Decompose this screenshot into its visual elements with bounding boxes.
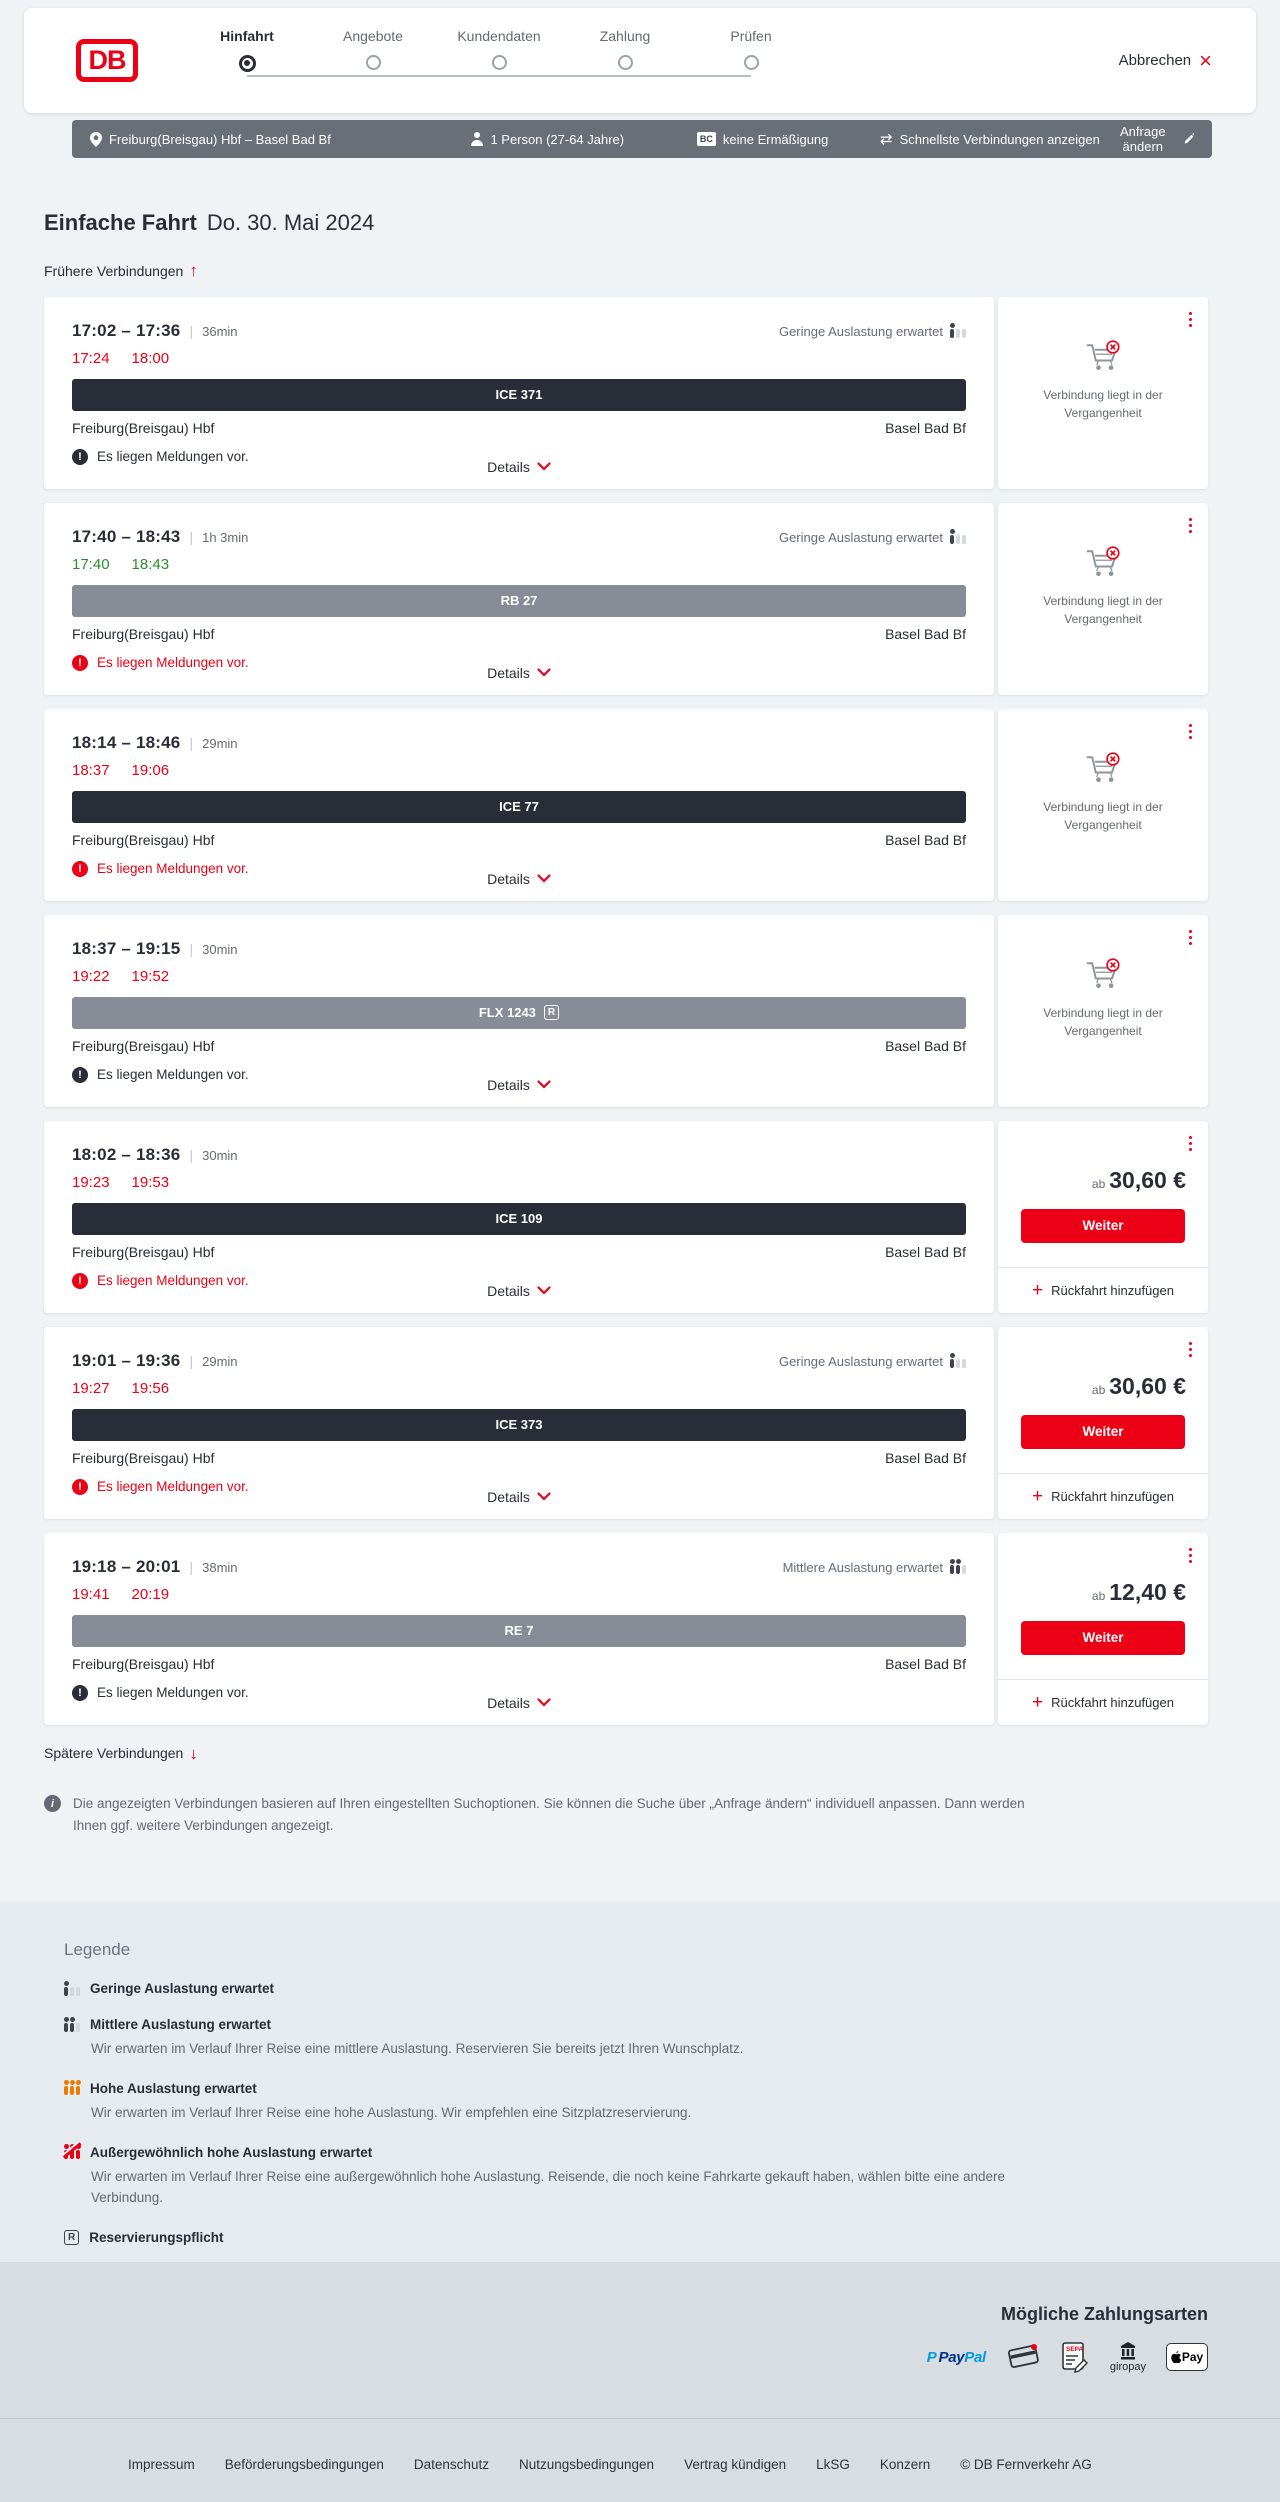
earlier-connections-link[interactable]: Frühere Verbindungen ↑ <box>44 261 198 280</box>
past-connection-text: Verbindung liegt in der Vergangenheit <box>1043 799 1163 832</box>
info-icon: i <box>44 1795 61 1812</box>
realtime-departure: 19:23 <box>72 1173 110 1191</box>
duration: 1h 3min <box>202 529 249 545</box>
train-number: ICE 109 <box>495 1211 543 1226</box>
realtime-arrival: 19:56 <box>131 1379 170 1397</box>
footer <box>0 2418 1280 2502</box>
sepa-icon <box>1060 2341 1090 2373</box>
duration: 38min <box>202 1559 238 1575</box>
svg-text:SEPA: SEPA <box>1065 2346 1084 2353</box>
past-connection-panel <box>998 503 1208 628</box>
step-hinfahrt[interactable] <box>184 28 310 94</box>
warning-icon: ! <box>72 655 88 671</box>
cart-unavailable-icon <box>1085 545 1121 579</box>
connection-row <box>44 1121 1208 1313</box>
departure-station: Freiburg(Breisgau) Hbf <box>72 1037 215 1054</box>
payment-methods-section <box>0 2262 1280 2418</box>
connection-card: 19:01 – 19:36 | 29min Geringe Auslastung erwartet 19:27 19:56 ICE 373 Freiburg(Breisgau) Hbf Basel Bad Bf ! Es liegen Meldungen vor. Details <box>44 1327 994 1519</box>
reservation-required-icon: R <box>64 2230 79 2245</box>
progress-steps <box>184 28 814 94</box>
departure-station: Freiburg(Breisgau) Hbf <box>72 419 215 436</box>
legend-label: Reservierungspflicht <box>89 2229 224 2245</box>
connection-card: 18:02 – 18:36 | 30min 19:23 19:53 ICE 109 Freiburg(Breisgau) Hbf Basel Bad Bf ! Es liegen Meldungen vor. Details <box>44 1121 994 1313</box>
realtime-departure: 19:22 <box>72 967 110 985</box>
duration: 30min <box>202 1147 238 1163</box>
realtime-times <box>72 762 966 779</box>
connection-card: 17:02 – 17:36 | 36min Geringe Auslastung erwartet 17:24 18:00 ICE 371 Freiburg(Breisgau) Hbf Basel Bad Bf ! Es liegen Meldungen vor. Details <box>44 297 994 489</box>
details-button[interactable]: Details <box>464 459 574 475</box>
details-button[interactable]: Details <box>464 1695 574 1711</box>
details-button[interactable]: Details <box>464 1489 574 1505</box>
occupancy-icon <box>950 1354 966 1368</box>
train-segment-bar <box>72 1409 966 1441</box>
messages-notice: ! Es liegen Meldungen vor. <box>72 655 966 671</box>
options-kebab-menu[interactable] <box>1186 927 1196 949</box>
cancel-button[interactable] <box>1118 47 1212 73</box>
discount-summary: BC keine Ermäßigung <box>697 132 829 147</box>
legend-section <box>0 1902 1280 2262</box>
plus-icon: + <box>1032 1691 1044 1713</box>
occupancy-indicator <box>779 1354 966 1369</box>
train-number: ICE 77 <box>499 799 539 814</box>
transfer-arrows-icon: ⇄ <box>880 130 893 148</box>
price <box>1092 1167 1186 1194</box>
occupancy-icon <box>950 530 966 544</box>
legend-label: Mittlere Auslastung erwartet <box>90 2017 272 2032</box>
price-value: 30,60 € <box>1109 1372 1186 1399</box>
price-value: 30,60 € <box>1109 1166 1186 1193</box>
connection-card: 18:14 – 18:46 | 29min 18:37 19:06 ICE 77 Freiburg(Breisgau) Hbf Basel Bad Bf ! Es liegen Meldungen vor. Details <box>44 709 994 901</box>
price-prefix: ab <box>1091 1588 1106 1603</box>
copyright: © DB Fernverkehr AG <box>960 2457 1092 2472</box>
occupancy-indicator <box>779 530 966 545</box>
occupancy-indicator <box>783 1560 966 1575</box>
departure-station: Freiburg(Breisgau) Hbf <box>72 1449 215 1466</box>
later-connections-link[interactable]: Spätere Verbindungen ↓ <box>44 1743 198 1763</box>
legend-item <box>64 1981 1216 1996</box>
step-label: Kundendaten <box>457 27 541 44</box>
step-prüfen[interactable] <box>688 28 814 94</box>
occupancy-icon <box>64 2145 80 2159</box>
legend-description: Wir erwarten im Verlauf Ihrer Reise eine außergewöhnlich hohe Auslastung. Reisende, die noch keine Fahrkarte gekauft haben, wählen bitte eine andere Verbindung. <box>91 2168 1006 2205</box>
train-segment-bar <box>72 585 966 617</box>
step-label: Prüfen <box>730 27 772 44</box>
details-button[interactable]: Details <box>464 871 574 887</box>
options-kebab-menu[interactable] <box>1186 1545 1196 1567</box>
step-circle-icon <box>744 55 759 70</box>
arrival-station: Basel Bad Bf <box>885 1655 966 1672</box>
occupancy-label: Geringe Auslastung erwartet <box>778 1353 943 1369</box>
payment-methods-title: Mögliche Zahlungsarten <box>1000 2304 1208 2324</box>
legend-item <box>64 2145 1216 2209</box>
occupancy-label: Geringe Auslastung erwartet <box>778 323 943 339</box>
arrival-station: Basel Bad Bf <box>885 1037 966 1054</box>
footer-link[interactable]: Konzern <box>879 2457 931 2472</box>
cart-unavailable-icon <box>1085 751 1121 785</box>
chevron-down-icon <box>537 1492 551 1501</box>
realtime-arrival: 18:00 <box>131 349 170 367</box>
occupancy-icon <box>950 324 966 338</box>
train-segment-bar <box>72 997 966 1029</box>
past-connection-text: Verbindung liegt in der Vergangenheit <box>1043 1005 1163 1038</box>
connection-side-panel <box>998 297 1208 489</box>
location-pin-icon <box>90 132 102 147</box>
step-circle-icon <box>492 55 507 70</box>
train-number: ICE 371 <box>495 387 543 402</box>
reservation-required-icon: R <box>544 1005 559 1020</box>
chevron-down-icon <box>537 1286 551 1295</box>
past-connection-panel <box>998 915 1208 1040</box>
cart-unavailable-icon <box>1085 339 1121 373</box>
step-circle-icon <box>618 55 633 70</box>
past-connection-panel <box>998 709 1208 834</box>
chevron-down-icon <box>537 462 551 471</box>
legend-label: Außergewöhnlich hohe Auslastung erwartet <box>90 2144 373 2160</box>
options-kebab-menu[interactable] <box>1186 721 1196 743</box>
realtime-times <box>72 350 966 367</box>
results-main <box>0 158 1280 1902</box>
weiter-button[interactable]: Weiter <box>1021 1621 1185 1655</box>
connection-side-panel <box>998 709 1208 901</box>
step-kundendaten[interactable] <box>436 28 562 94</box>
duration: 30min <box>202 941 238 957</box>
realtime-times <box>72 1380 966 1397</box>
planned-times: 18:37 – 19:15 <box>72 938 181 958</box>
connection-side-panel <box>998 1327 1208 1519</box>
step-zahlung[interactable] <box>562 28 688 94</box>
legend-item <box>64 2230 1216 2245</box>
train-segment-bar <box>72 1615 966 1647</box>
step-circle-icon <box>366 55 381 70</box>
pencil-icon <box>1184 132 1194 146</box>
step-circle-icon <box>239 55 256 72</box>
add-return-button[interactable]: + Rückfahrt hinzufügen <box>998 1680 1208 1725</box>
close-icon: × <box>1199 47 1212 73</box>
travel-date: Do. 30. Mai 2024 <box>206 210 375 235</box>
occupancy-icon <box>950 1560 966 1574</box>
search-summary-bar[interactable] <box>72 120 1212 158</box>
footer-link[interactable]: Nutzungsbedingungen <box>518 2457 655 2472</box>
step-angebote[interactable] <box>310 28 436 94</box>
arrival-station: Basel Bad Bf <box>885 1449 966 1466</box>
warning-icon: ! <box>72 1685 88 1701</box>
train-number: ICE 373 <box>495 1417 543 1432</box>
chevron-down-icon <box>537 1080 551 1089</box>
warning-icon: ! <box>72 449 88 465</box>
footer-link[interactable]: Vertrag kündigen <box>684 2457 787 2472</box>
search-options-note <box>44 1793 1034 1838</box>
app-header <box>24 8 1256 113</box>
realtime-arrival: 19:52 <box>131 967 170 985</box>
past-connection-panel <box>998 297 1208 422</box>
arrival-station: Basel Bad Bf <box>885 831 966 848</box>
plus-icon: + <box>1032 1279 1044 1301</box>
occupancy-icon <box>64 2081 80 2095</box>
occupancy-icon <box>64 1982 80 1996</box>
footer-link[interactable]: Impressum <box>128 2457 195 2472</box>
cancel-label: Abbrechen <box>1118 52 1192 69</box>
connection-row <box>44 915 1208 1107</box>
options-kebab-menu[interactable] <box>1186 1133 1196 1155</box>
footer-nav <box>128 2457 1092 2472</box>
departure-station: Freiburg(Breisgau) Hbf <box>72 1243 215 1260</box>
passenger-summary: 1 Person (27-64 Jahre) <box>471 132 624 147</box>
messages-notice: ! Es liegen Meldungen vor. <box>72 1273 966 1289</box>
realtime-departure: 17:24 <box>72 349 110 367</box>
db-logo[interactable]: DB <box>76 39 138 82</box>
connections-list <box>44 297 1208 1725</box>
realtime-departure: 19:27 <box>72 1379 110 1397</box>
details-button[interactable]: Details <box>464 1283 574 1299</box>
add-return-button[interactable]: + Rückfahrt hinzufügen <box>998 1474 1208 1519</box>
details-button[interactable]: Details <box>464 1077 574 1093</box>
legend-label: Geringe Auslastung erwartet <box>90 1981 275 1996</box>
realtime-departure: 18:37 <box>72 761 110 779</box>
departure-station: Freiburg(Breisgau) Hbf <box>72 1655 215 1672</box>
step-label: Zahlung <box>599 27 651 44</box>
departure-station: Freiburg(Breisgau) Hbf <box>72 831 215 848</box>
realtime-departure: 19:41 <box>72 1585 110 1603</box>
connection-row <box>44 1327 1208 1519</box>
realtime-arrival: 20:19 <box>131 1585 170 1603</box>
giropay-label: giropay <box>1109 2360 1146 2373</box>
planned-times: 17:02 – 17:36 <box>72 320 181 340</box>
occupancy-icon <box>64 2018 80 2032</box>
weiter-button[interactable]: Weiter <box>1021 1209 1185 1243</box>
messages-notice: ! Es liegen Meldungen vor. <box>72 861 966 877</box>
price-value: 12,40 € <box>1109 1578 1186 1605</box>
duration: 29min <box>202 735 238 751</box>
footer-link[interactable]: LkSG <box>816 2457 850 2472</box>
train-segment-bar <box>72 379 966 411</box>
footer-link[interactable]: Beförderungsbedingungen <box>224 2457 384 2472</box>
giropay-icon <box>1110 2342 1146 2373</box>
train-number: RE 7 <box>504 1623 534 1638</box>
options-kebab-menu[interactable] <box>1186 309 1196 331</box>
messages-notice: ! Es liegen Meldungen vor. <box>72 1067 966 1083</box>
legend-label: Hohe Auslastung erwartet <box>90 2080 257 2096</box>
step-label: Hinfahrt <box>220 27 274 44</box>
connection-row <box>44 1533 1208 1725</box>
connection-card: 18:37 – 19:15 | 30min 19:22 19:52 FLX 1243 R Freiburg(Breisgau) Hbf Basel Bad Bf ! Es liegen Meldungen vor. Details <box>44 915 994 1107</box>
realtime-departure: 17:40 <box>72 555 110 573</box>
chevron-down-icon <box>537 874 551 883</box>
planned-times: 19:01 – 19:36 <box>72 1350 181 1370</box>
paypal-icon: P Pay Pal <box>926 2348 986 2366</box>
connection-row <box>44 297 1208 489</box>
options-kebab-menu[interactable] <box>1186 1339 1196 1361</box>
planned-times: 18:02 – 18:36 <box>72 1144 181 1164</box>
legend-item <box>64 2081 1216 2124</box>
plus-icon: + <box>1032 1485 1044 1507</box>
footer-link[interactable]: Datenschutz <box>413 2457 489 2472</box>
legend-title: Legende <box>64 1940 131 1959</box>
connection-side-panel <box>998 503 1208 695</box>
details-button[interactable]: Details <box>464 665 574 681</box>
legend-item <box>64 2017 1216 2060</box>
planned-times: 18:14 – 18:46 <box>72 732 181 752</box>
arrow-down-icon: ↓ <box>189 1743 198 1763</box>
messages-notice: ! Es liegen Meldungen vor. <box>72 449 966 465</box>
departure-station: Freiburg(Breisgau) Hbf <box>72 625 215 642</box>
warning-icon: ! <box>72 1479 88 1495</box>
planned-times: 17:40 – 18:43 <box>72 526 181 546</box>
planned-times: 19:18 – 20:01 <box>72 1556 181 1576</box>
connection-side-panel <box>998 915 1208 1107</box>
connection-side-panel <box>998 1533 1208 1725</box>
duration: 36min <box>202 323 238 339</box>
options-kebab-menu[interactable] <box>1186 515 1196 537</box>
warning-icon: ! <box>72 861 88 877</box>
messages-notice: ! Es liegen Meldungen vor. <box>72 1685 966 1701</box>
messages-notice: ! Es liegen Meldungen vor. <box>72 1479 966 1495</box>
past-connection-text: Verbindung liegt in der Vergangenheit <box>1043 387 1163 420</box>
realtime-arrival: 19:53 <box>131 1173 170 1191</box>
occupancy-indicator <box>779 324 966 339</box>
realtime-arrival: 19:06 <box>131 761 170 779</box>
arrow-up-icon: ↑ <box>189 261 198 280</box>
train-segment-bar <box>72 1203 966 1235</box>
legend-description: Wir erwarten im Verlauf Ihrer Reise eine hohe Auslastung. Wir empfehlen eine Sitzplatzreservierung. <box>91 2104 692 2120</box>
payment-icons-row <box>927 2341 1208 2373</box>
change-request-button[interactable]: Anfrage ändern <box>1110 124 1194 154</box>
realtime-times <box>72 1586 966 1603</box>
chevron-down-icon <box>537 668 551 677</box>
cart-unavailable-icon <box>1085 957 1121 991</box>
occupancy-label: Geringe Auslastung erwartet <box>778 529 943 545</box>
connection-row <box>44 503 1208 695</box>
route-summary: Freiburg(Breisgau) Hbf – Basel Bad Bf <box>90 132 331 147</box>
price-prefix: ab <box>1091 1382 1106 1397</box>
occupancy-label: Mittlere Auslastung erwartet <box>782 1559 943 1575</box>
price <box>1092 1373 1186 1400</box>
info-note-text: Die angezeigten Verbindungen basieren auf Ihren eingestellten Suchoptionen. Sie können die Suche über „Anfrage ändern“ individuell anpassen. Dann werden Ihnen ggf. weitere Verbindungen angezeigt. <box>73 1796 1025 1834</box>
connection-card: 17:40 – 18:43 | 1h 3min Geringe Auslastung erwartet 17:40 18:43 RB 27 Freiburg(Breisgau) Hbf Basel Bad Bf ! Es liegen Meldungen vor. Details <box>44 503 994 695</box>
realtime-times <box>72 968 966 985</box>
realtime-arrival: 18:43 <box>131 555 170 573</box>
arrival-station: Basel Bad Bf <box>885 1243 966 1260</box>
fastest-connections-summary: ⇄ Schnellste Verbindungen anzeigen <box>880 130 1100 148</box>
price <box>1092 1579 1186 1606</box>
credit-card-icon <box>1006 2342 1040 2372</box>
past-connection-text: Verbindung liegt in der Vergangenheit <box>1043 593 1163 626</box>
apple-pay-icon <box>1166 2343 1208 2371</box>
train-segment-bar <box>72 791 966 823</box>
connection-side-panel <box>998 1121 1208 1313</box>
add-return-button[interactable]: + Rückfahrt hinzufügen <box>998 1268 1208 1313</box>
duration: 29min <box>202 1353 238 1369</box>
connection-row <box>44 709 1208 901</box>
connection-card: 19:18 – 20:01 | 38min Mittlere Auslastung erwartet 19:41 20:19 RE 7 Freiburg(Breisgau) Hbf Basel Bad Bf ! Es liegen Meldungen vor. Details <box>44 1533 994 1725</box>
realtime-times <box>72 1174 966 1191</box>
price-prefix: ab <box>1091 1176 1106 1191</box>
train-number: RB 27 <box>500 593 538 608</box>
realtime-times <box>72 556 966 573</box>
warning-icon: ! <box>72 1273 88 1289</box>
legend-description: Wir erwarten im Verlauf Ihrer Reise eine mittlere Auslastung. Reservieren Sie bereits jetzt Ihren Wunschplatz. <box>91 2041 744 2056</box>
page-title: Einfache Fahrt <box>44 210 197 235</box>
weiter-button[interactable]: Weiter <box>1021 1415 1185 1449</box>
train-number: FLX 1243 <box>478 1005 536 1020</box>
bahncard-icon: BC <box>697 132 716 146</box>
arrival-station: Basel Bad Bf <box>885 419 966 436</box>
warning-icon: ! <box>72 1067 88 1083</box>
apple-pay-label: Pay <box>1181 2350 1204 2364</box>
person-icon <box>471 132 483 146</box>
chevron-down-icon <box>537 1698 551 1707</box>
step-label: Angebote <box>343 27 403 44</box>
arrival-station: Basel Bad Bf <box>885 625 966 642</box>
